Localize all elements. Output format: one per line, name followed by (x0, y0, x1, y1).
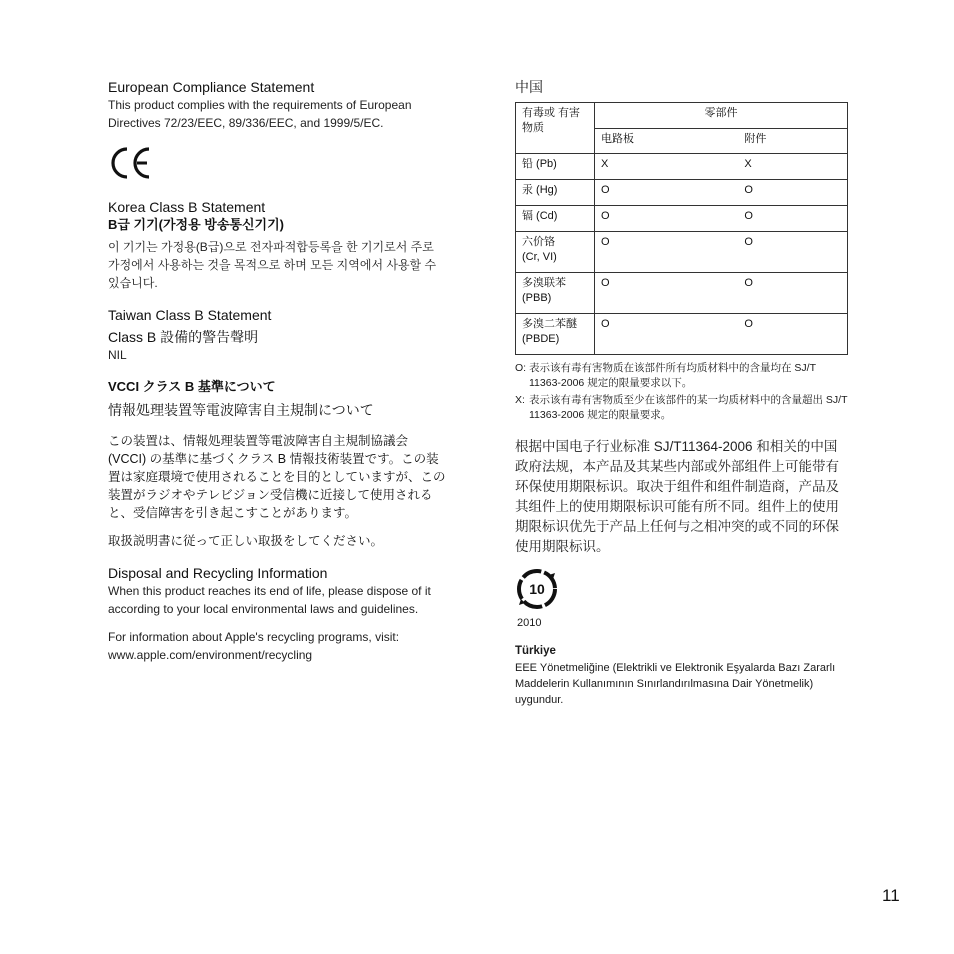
korea-section (108, 198, 448, 292)
substance-formula: (PBB) (522, 292, 552, 304)
taiwan-body: NIL (108, 348, 127, 362)
substance-formula: (Cr, VI) (522, 251, 557, 263)
note-key: X: (515, 394, 525, 406)
vcci-heading: VCCI クラス B 基準について (108, 379, 276, 394)
korea-body: 이 기기는 가정용(B급)으로 전자파적합등록을 한 기기로서 주로 가정에서 사용하는 것을 목적으로 하며 모든 지역에서 사용할 수 있습니다. (108, 240, 437, 290)
table-cell-substance (516, 273, 595, 314)
disposal-section (108, 564, 448, 664)
table-header-circuit-board: 电路板 (595, 128, 739, 154)
eu-section (108, 78, 448, 180)
korea-heading: Korea Class B Statement (108, 199, 266, 215)
table-cell-accessory: X (738, 154, 847, 180)
eu-heading: European Compliance Statement (108, 79, 315, 95)
table-cell-substance (516, 314, 595, 355)
eu-body: This product complies with the requirements of European Directives 72/23/EEC, 89/336/EEC, and 1999/5/EC. (108, 98, 412, 130)
note-text: 表示该有毒有害物质在该部件所有均质材料中的含量均在 SJ/T 11363-2006 规定的限量要求以下。 (529, 362, 816, 389)
table-row (516, 206, 848, 232)
table-cell-circuit: X (595, 154, 739, 180)
disposal-body: When this product reaches its end of life, please dispose of it according to your local environmental laws and guidelines. (108, 584, 431, 616)
table-cell-accessory: O (738, 206, 847, 232)
korea-subheading: B급 기기(가정용 방송통신기기) (108, 217, 284, 232)
table-row (516, 154, 848, 180)
taiwan-heading: Taiwan Class B Statement (108, 307, 272, 323)
epup-number: 10 (529, 581, 545, 597)
table-header-substance: 有毒或 有害物质 (516, 103, 595, 154)
table-cell-circuit: O (595, 273, 739, 314)
china-title: 中国 (515, 79, 543, 95)
table-cell-accessory: O (738, 232, 847, 273)
note-item (515, 361, 850, 391)
vcci-section (108, 378, 448, 550)
taiwan-subheading: Class B 設備的警告聲明 (108, 329, 259, 345)
substance-formula: (PBDE) (522, 333, 560, 345)
vcci-body: この装置は、情報処理装置等電波障害自主規制協議会 (VCCI) の基準に基づくクラス B 情報技術装置です。この装置は家庭環境で使用されることを目的としていますが、この装置がラジオやテレビジョン受信機に近接して使用されると、受信障害を引き起こすことがあります。 (108, 434, 446, 520)
table-header-accessories: 附件 (738, 128, 847, 154)
turkey-body: EEE Yönetmeliğine (Elektrikli ve Elektronik Eşyalarda Bazı Zararlı Maddelerin Kullanımının Sınırlandırılmasına Dair Yönetmelik) uygundur. (515, 662, 836, 706)
environment-protection-use-period-icon (515, 567, 559, 611)
left-column (108, 78, 448, 664)
table-row (516, 314, 848, 355)
epup-year: 2010 (517, 617, 542, 629)
china-paragraph: 根据中国电子行业标准 SJ/T11364-2006 和相关的中国政府法规，本产品及其某些内部或外部组件上可能带有环保使用期限标识。取决于组件和组件制造商，产品及其组件上的使用期限标识可能有所不同。组件上的使用期限标识优先于产品上任何与之相冲突的或不同的环保使用期限标识。 (515, 439, 839, 554)
page-number: 11 (882, 886, 900, 905)
table-notes (515, 361, 850, 423)
table-row (516, 273, 848, 314)
table-cell-circuit: O (595, 314, 739, 355)
hazardous-substances-table (515, 102, 848, 355)
table-cell-substance (516, 232, 595, 273)
table-row (516, 180, 848, 206)
ce-mark-icon (108, 146, 152, 180)
note-text: 表示该有毒有害物质至少在该部件的某一均质材料中的含量超出 SJ/T 11363-2006 规定的限量要求。 (529, 394, 848, 421)
table-cell-circuit: O (595, 232, 739, 273)
vcci-body-2: 取扱説明書に従って正しい取扱をしてください。 (108, 534, 384, 548)
substance-name: 多溴联苯 (522, 277, 566, 289)
turkey-heading: Türkiye (515, 645, 556, 657)
substance-name: 六价铬 (522, 236, 555, 248)
taiwan-section (108, 306, 448, 364)
disposal-heading: Disposal and Recycling Information (108, 565, 328, 581)
table-cell-substance: 汞 (Hg) (516, 180, 595, 206)
table-cell-circuit: O (595, 180, 739, 206)
table-cell-substance: 镉 (Cd) (516, 206, 595, 232)
table-cell-accessory: O (738, 273, 847, 314)
table-cell-accessory: O (738, 180, 847, 206)
substance-name: 多溴二苯醚 (522, 318, 577, 330)
table-row (516, 232, 848, 273)
note-item (515, 393, 850, 423)
right-column (515, 78, 850, 708)
table-cell-accessory: O (738, 314, 847, 355)
vcci-title: 情報処理装置等電波障害自主規制について (108, 402, 374, 418)
table-cell-substance: 铅 (Pb) (516, 154, 595, 180)
note-key: O: (515, 362, 527, 374)
table-header-parts: 零部件 (595, 103, 848, 129)
table-cell-circuit: O (595, 206, 739, 232)
disposal-body-2: For information about Apple's recycling programs, visit: www.apple.com/environment/recycling (108, 630, 400, 662)
